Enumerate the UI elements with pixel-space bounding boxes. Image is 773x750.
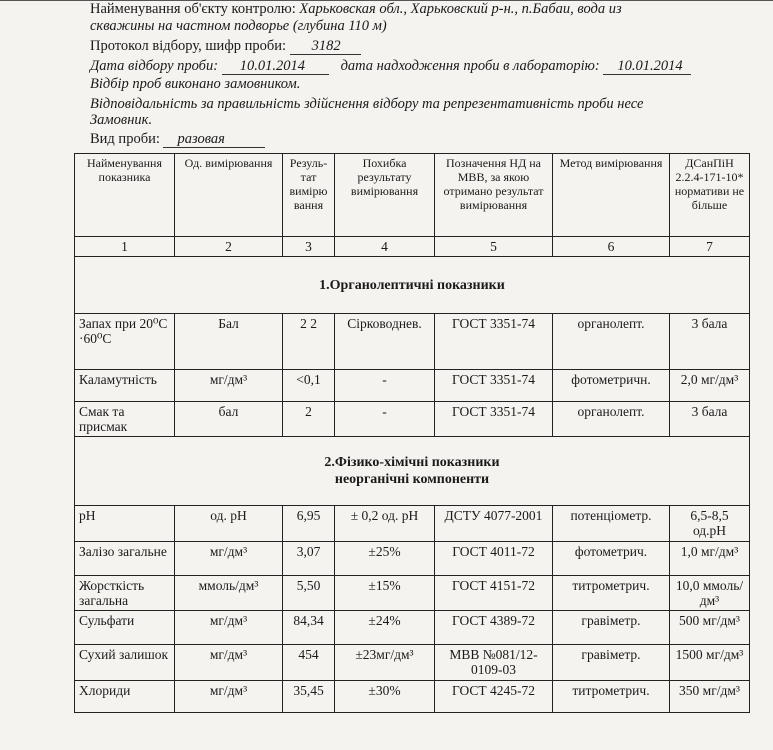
row-error: ± 0,2 од. рН: [335, 506, 435, 542]
table-row: [75, 576, 750, 611]
column-number: 5: [435, 237, 553, 257]
row-nd: ГОСТ 4389-72: [435, 611, 553, 645]
section-row: [75, 257, 750, 314]
row-name: Жорсткість загальна: [75, 576, 175, 611]
row-name: Залізо загальне: [75, 542, 175, 576]
row-error: ±30%: [335, 681, 435, 713]
row-method: гравіметр.: [553, 645, 670, 681]
row-name: Хлориди: [75, 681, 175, 713]
column-number: 7: [670, 237, 750, 257]
table-row: [75, 645, 750, 681]
object-value-2: скважины на частном подворье (глубина 110 м): [90, 18, 387, 34]
row-unit: бал: [175, 402, 283, 437]
table-row: [75, 370, 750, 402]
row-norm: 3 бала: [670, 314, 750, 370]
table-header-row: [75, 154, 750, 237]
column-header: Од. вимірювання: [175, 154, 283, 237]
column-header: Похибка результату вимірювання: [335, 154, 435, 237]
section-title-physchem: [75, 437, 750, 506]
row-name: Смак та присмак: [75, 402, 175, 437]
column-header: Метод вимірювання: [553, 154, 670, 237]
column-header: Резуль-тат вимірю вання: [283, 154, 335, 237]
row-result: 35,45: [283, 681, 335, 713]
row-method: органолепт.: [553, 314, 670, 370]
row-name: рН: [75, 506, 175, 542]
row-norm: 350 мг/дм³: [670, 681, 750, 713]
row-method: органолепт.: [553, 402, 670, 437]
protocol-value: 3182: [290, 38, 361, 55]
row-error: -: [335, 370, 435, 402]
row-nd: ГОСТ 3351-74: [435, 314, 553, 370]
row-result: 2 2: [283, 314, 335, 370]
row-nd: ГОСТ 3351-74: [435, 370, 553, 402]
row-norm: 6,5-8,5 од.рН: [670, 506, 750, 542]
row-name: Запах при 20⁰С ·60⁰С: [75, 314, 175, 370]
row-nd: ДСТУ 4077-2001: [435, 506, 553, 542]
column-number: 2: [175, 237, 283, 257]
row-unit: мг/дм³: [175, 645, 283, 681]
sample-type-line: [90, 131, 265, 148]
row-error: ±25%: [335, 542, 435, 576]
protocol-label: Протокол відбору, шифр проби:: [90, 38, 287, 54]
row-result: 6,95: [283, 506, 335, 542]
object-line: [90, 1, 622, 18]
row-error: -: [335, 402, 435, 437]
row-result: <0,1: [283, 370, 335, 402]
table-row: [75, 402, 750, 437]
row-unit: мг/дм³: [175, 370, 283, 402]
results-table: [74, 153, 750, 713]
row-method: фотометрич.: [553, 542, 670, 576]
row-method: гравіметр.: [553, 611, 670, 645]
customer-text: Замовник.: [90, 112, 153, 128]
responsibility-text: Відповідальність за правильність здійснення відбору та репрезентативність проби несе: [90, 96, 644, 112]
column-header: Позначення НД на МВВ, за якою отримано результат вимірювання: [435, 154, 553, 237]
row-method: потенціометр.: [553, 506, 670, 542]
column-number-row: [75, 237, 750, 257]
row-name: Каламутність: [75, 370, 175, 402]
row-unit: од. рН: [175, 506, 283, 542]
sample-date-label: Дата відбору проби:: [90, 58, 219, 74]
column-header: Найменування показника: [75, 154, 175, 237]
row-nd: ГОСТ 3351-74: [435, 402, 553, 437]
column-number: 1: [75, 237, 175, 257]
row-unit: мг/дм³: [175, 542, 283, 576]
table-row: [75, 506, 750, 542]
row-result: 2: [283, 402, 335, 437]
row-method: титрометрич.: [553, 576, 670, 611]
row-norm: 1500 мг/дм³: [670, 645, 750, 681]
row-result: 454: [283, 645, 335, 681]
lab-date-label: дата надходження проби в лабораторію:: [340, 58, 600, 74]
sampled-by: Відбір проб виконано замовником.: [90, 76, 301, 92]
row-error: ±15%: [335, 576, 435, 611]
row-name: Сухий залишок: [75, 645, 175, 681]
sample-type-label: Вид проби:: [90, 131, 160, 147]
row-result: 5,50: [283, 576, 335, 611]
dates-line: [90, 58, 691, 75]
table-row: [75, 314, 750, 370]
row-result: 3,07: [283, 542, 335, 576]
row-result: 84,34: [283, 611, 335, 645]
sample-date-value: 10.01.2014: [222, 58, 329, 75]
row-unit: мг/дм³: [175, 611, 283, 645]
row-unit: мг/дм³: [175, 681, 283, 713]
column-number: 6: [553, 237, 670, 257]
sample-type-value: разовая: [163, 131, 264, 148]
table-row: [75, 542, 750, 576]
protocol-line: [90, 38, 361, 55]
column-number: 4: [335, 237, 435, 257]
row-nd: ГОСТ 4011-72: [435, 542, 553, 576]
row-method: титрометрич.: [553, 681, 670, 713]
section-row: [75, 437, 750, 506]
section-title-organoleptic: 1.Органолептичні показники: [75, 257, 750, 314]
column-number: 3: [283, 237, 335, 257]
row-name: Сульфати: [75, 611, 175, 645]
row-method: фотометричн.: [553, 370, 670, 402]
row-norm: 1,0 мг/дм³: [670, 542, 750, 576]
section-title-line-1: 2.Фізико-хімічні показники: [324, 455, 500, 470]
lab-date-value: 10.01.2014: [603, 58, 690, 75]
row-unit: ммоль/дм³: [175, 576, 283, 611]
row-norm: 10,0 ммоль/ дм³: [670, 576, 750, 611]
row-nd: ГОСТ 4245-72: [435, 681, 553, 713]
table-row: [75, 611, 750, 645]
row-error: Сірководнев.: [335, 314, 435, 370]
table-row: [75, 681, 750, 713]
row-error: ±23мг/дм³: [335, 645, 435, 681]
section-title-line-2: неорганічні компоненти: [334, 472, 490, 487]
row-norm: 3 бала: [670, 402, 750, 437]
row-nd: МВВ №081/12-0109-03: [435, 645, 553, 681]
row-norm: 500 мг/дм³: [670, 611, 750, 645]
row-norm: 2,0 мг/дм³: [670, 370, 750, 402]
row-error: ±24%: [335, 611, 435, 645]
object-label: Найменування об'єкту контролю:: [90, 1, 296, 17]
row-nd: ГОСТ 4151-72: [435, 576, 553, 611]
column-header: ДСанПіН 2.2.4-171-10* нормативи не більше: [670, 154, 750, 237]
object-value-1: Харьковская обл., Харьковский р-н., п.Бабаи, вода из: [299, 1, 622, 17]
row-unit: Бал: [175, 314, 283, 370]
